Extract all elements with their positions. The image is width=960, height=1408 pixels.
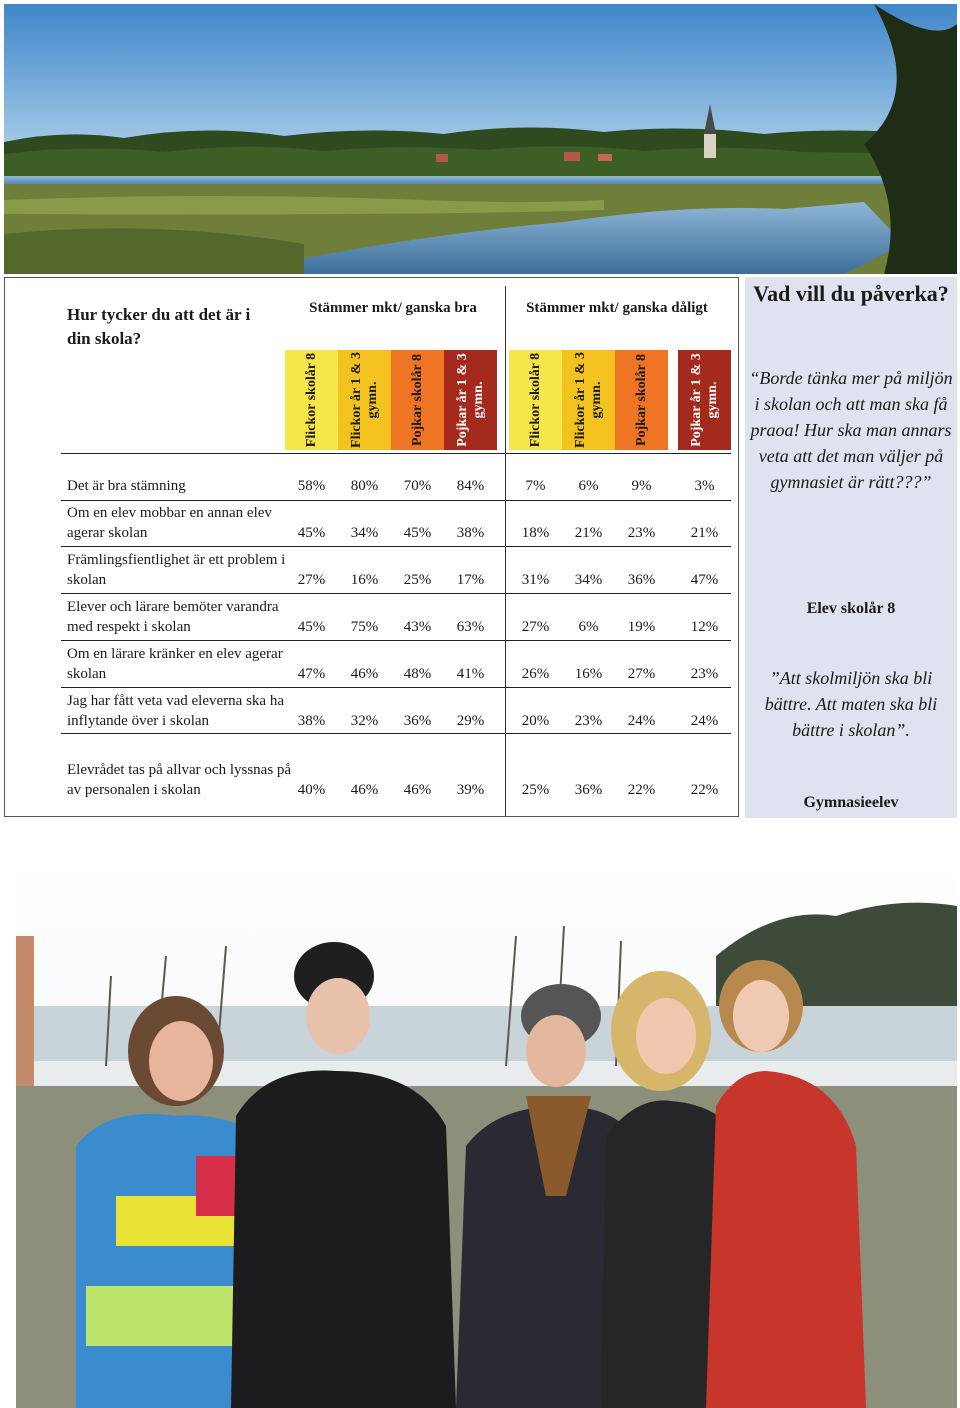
- row-divider: [61, 640, 731, 641]
- table-cell: 84%: [456, 478, 485, 494]
- table-cell: 36%: [574, 782, 603, 798]
- table-cell: 16%: [574, 666, 603, 682]
- table-cell: 22%: [690, 782, 719, 798]
- table-cell: 21%: [690, 525, 719, 541]
- row-divider: [61, 500, 731, 501]
- table-cell: 36%: [403, 713, 432, 729]
- group-header-bad: Stämmer mkt/ ganska dåligt: [526, 300, 708, 316]
- table-cell: 45%: [403, 525, 432, 541]
- row-label: Det är bra stämning: [67, 478, 186, 494]
- table-cell: 40%: [297, 782, 326, 798]
- table-cell: 3%: [694, 478, 715, 494]
- survey-table: [4, 277, 739, 817]
- students-photo: [16, 866, 957, 1408]
- quote-author: Gymnasieelev: [803, 794, 899, 811]
- table-cell: 38%: [456, 525, 485, 541]
- table-cell: 38%: [297, 713, 326, 729]
- column-header: Flickor skolår 8: [285, 350, 338, 450]
- table-cell: 24%: [627, 713, 656, 729]
- column-header: Flickor år 1 & 3 gymn.: [562, 350, 615, 450]
- row-label: Om en lärare kränker en elev agerar skolan: [67, 646, 283, 682]
- table-cell: 47%: [690, 572, 719, 588]
- row-divider: [61, 593, 731, 594]
- table-cell: 27%: [627, 666, 656, 682]
- table-cell: 16%: [350, 572, 379, 588]
- column-header: Pojkar skolår 8: [391, 350, 444, 450]
- table-cell: 27%: [297, 572, 326, 588]
- row-divider: [61, 687, 731, 688]
- quote-author: Elev skolår 8: [806, 600, 896, 617]
- table-cell: 19%: [627, 619, 656, 635]
- row-divider: [61, 453, 731, 454]
- table-cell: 34%: [574, 572, 603, 588]
- table-cell: 36%: [627, 572, 656, 588]
- row-label: Om en elev mobbar en annan elev agerar skolan: [67, 505, 272, 541]
- column-header: Flickor skolår 8: [509, 350, 562, 450]
- table-cell: 20%: [521, 713, 550, 729]
- table-cell: 24%: [690, 713, 719, 729]
- table-cell: 22%: [627, 782, 656, 798]
- table-cell: 80%: [350, 478, 379, 494]
- landscape-photo: [4, 4, 957, 274]
- quote-text: “Borde tänka mer på miljön i skolan och att man ska få praoa! Hur ska man annars veta att det man väljer på gymnasiet är rätt???”: [749, 368, 953, 492]
- row-label: Elevrådet tas på allvar och lyssnas på av personalen i skolan: [67, 762, 292, 798]
- table-cell: 29%: [456, 713, 485, 729]
- table-cell: 46%: [350, 666, 379, 682]
- table-cell: 45%: [297, 525, 326, 541]
- column-header: Flickor år 1 & 3 gymn.: [338, 350, 391, 450]
- table-cell: 34%: [350, 525, 379, 541]
- table-cell: 45%: [297, 619, 326, 635]
- table-cell: 23%: [627, 525, 656, 541]
- table-cell: 58%: [297, 478, 326, 494]
- group-header-good: Stämmer mkt/ ganska bra: [309, 300, 477, 316]
- table-cell: 12%: [690, 619, 719, 635]
- survey-question: Hur tycker du att det är i din skola?: [67, 305, 251, 348]
- table-cell: 43%: [403, 619, 432, 635]
- row-label: Elever och lärare bemöter varandra med respekt i skolan: [67, 599, 279, 635]
- quotes-panel: [745, 277, 957, 818]
- column-header: Pojkar skolår 8: [615, 350, 668, 450]
- table-cell: 46%: [350, 782, 379, 798]
- table-cell: 31%: [521, 572, 550, 588]
- quote-text: ”Att skolmiljön ska bli bättre. Att maten ska bli bättre i skolan”.: [764, 668, 938, 740]
- table-cell: 23%: [574, 713, 603, 729]
- table-cell: 70%: [403, 478, 432, 494]
- table-cell: 23%: [690, 666, 719, 682]
- table-cell: 18%: [521, 525, 550, 541]
- table-cell: 47%: [297, 666, 326, 682]
- row-label: Främlingsfientlighet är ett problem i skolan: [67, 552, 286, 588]
- row-label: Jag har fått veta vad eleverna ska ha inflytande över i skolan: [67, 693, 284, 729]
- table-cell: 46%: [403, 782, 432, 798]
- table-cell: 41%: [456, 666, 485, 682]
- table-cell: 26%: [521, 666, 550, 682]
- table-cell: 48%: [403, 666, 432, 682]
- column-header: Pojkar år 1 & 3 gymn.: [678, 350, 731, 450]
- group-divider: [505, 286, 506, 816]
- table-cell: 21%: [574, 525, 603, 541]
- table-cell: 25%: [521, 782, 550, 798]
- row-divider: [61, 733, 731, 734]
- table-cell: 6%: [578, 478, 599, 494]
- table-cell: 32%: [350, 713, 379, 729]
- row-divider: [61, 546, 731, 547]
- table-cell: 6%: [578, 619, 599, 635]
- table-cell: 9%: [631, 478, 652, 494]
- table-cell: 25%: [403, 572, 432, 588]
- table-cell: 39%: [456, 782, 485, 798]
- table-cell: 63%: [456, 619, 485, 635]
- column-header: Pojkar år 1 & 3 gymn.: [444, 350, 497, 450]
- table-cell: 17%: [456, 572, 485, 588]
- quotes-title: Vad vill du påverka?: [753, 281, 949, 306]
- table-cell: 27%: [521, 619, 550, 635]
- table-cell: 75%: [350, 619, 379, 635]
- table-cell: 7%: [525, 478, 546, 494]
